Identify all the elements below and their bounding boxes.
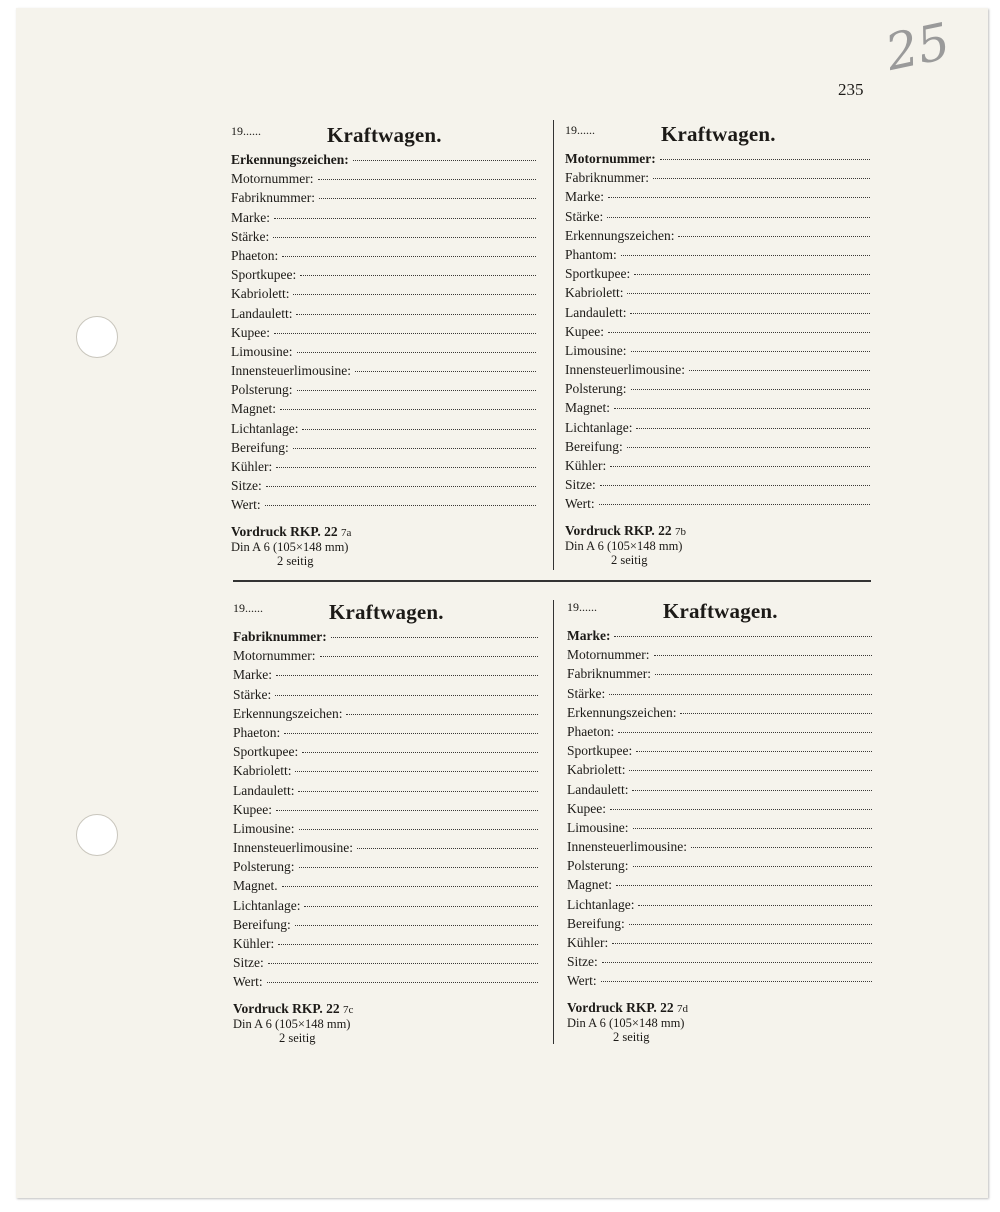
din-format: Din A 6 (105×148 mm): [233, 1016, 351, 1031]
form-number: Vordruck RKP. 22: [233, 1000, 340, 1016]
field-fill-line[interactable]: [634, 274, 870, 275]
punch-hole-top: [76, 316, 118, 358]
field-row-lichtanlage: [231, 421, 536, 440]
field-fill-line[interactable]: [275, 695, 538, 696]
field-row-sportkupee: [567, 743, 872, 762]
field-label: Phaeton:: [231, 247, 279, 263]
field-label: Lichtanlage:: [565, 419, 633, 435]
field-fill-line[interactable]: [282, 256, 536, 257]
field-label: Phantom:: [565, 246, 617, 262]
card-title: Kraftwagen.: [661, 122, 776, 146]
field-fill-line[interactable]: [282, 886, 538, 887]
punch-hole-bottom: [76, 814, 118, 856]
field-fill-line[interactable]: [614, 636, 872, 637]
field-fill-line[interactable]: [299, 829, 539, 830]
field-label: Sportkupee:: [231, 267, 297, 283]
form-number: Vordruck RKP. 22: [567, 999, 674, 1015]
field-fill-line[interactable]: [299, 867, 538, 868]
field-label: Landaulett:: [567, 781, 629, 797]
field-row-kabriolett: [565, 285, 870, 304]
field-label: Polsterung:: [231, 382, 293, 398]
field-row-fabriknummer: [233, 629, 538, 648]
field-fill-line[interactable]: [612, 943, 872, 944]
field-row-polsterung: [233, 859, 538, 878]
field-row-phaeton: [233, 725, 538, 744]
form-number: Vordruck RKP. 22: [565, 522, 672, 538]
field-row-kupee: [567, 801, 872, 820]
field-label: Kabriolett:: [231, 286, 290, 302]
field-fill-line[interactable]: [660, 159, 870, 160]
field-label: Stärke:: [567, 685, 606, 701]
field-fill-line[interactable]: [627, 293, 870, 294]
field-label: Magnet:: [231, 401, 276, 417]
card-year: 19......: [233, 601, 263, 615]
field-row-lichtanlage: [233, 898, 538, 917]
card-footer: [231, 525, 536, 568]
field-label: Fabriknummer:: [233, 629, 327, 644]
field-label: Sportkupee:: [233, 744, 299, 760]
form-reference: [231, 525, 536, 540]
field-label: Limousine:: [565, 342, 627, 358]
field-fill-line[interactable]: [267, 982, 538, 983]
field-label: Kühler:: [231, 459, 273, 474]
field-label: Limousine:: [233, 820, 295, 836]
field-row-magnet: [233, 878, 538, 897]
field-fill-line[interactable]: [302, 429, 536, 430]
field-fill-line[interactable]: [318, 179, 537, 180]
field-fill-line[interactable]: [280, 409, 536, 410]
field-fill-line[interactable]: [627, 447, 870, 448]
field-label: Kupee:: [233, 801, 272, 817]
handwritten-page-number: 25: [880, 12, 955, 82]
field-fill-line[interactable]: [678, 236, 870, 237]
field-label: Erkennungszeichen:: [565, 227, 675, 243]
field-label: Polsterung:: [567, 858, 629, 874]
form-card-7d: [567, 600, 872, 1044]
field-fill-line[interactable]: [631, 351, 871, 352]
field-row-kabriolett: [233, 763, 538, 782]
field-fill-line[interactable]: [276, 467, 536, 468]
field-fill-line[interactable]: [265, 505, 536, 506]
field-row-landaulett: [231, 306, 536, 325]
field-label: Stärke:: [231, 228, 270, 244]
field-label: Kühler:: [565, 458, 607, 473]
field-fill-line[interactable]: [610, 466, 870, 467]
field-label: Landaulett:: [233, 782, 295, 798]
field-label: Sitze:: [231, 478, 262, 494]
field-label: Sitze:: [233, 955, 264, 971]
field-fill-line[interactable]: [680, 713, 872, 714]
field-label: Marke:: [567, 628, 611, 643]
field-fill-line[interactable]: [599, 504, 870, 505]
field-label: Landaulett:: [565, 304, 627, 320]
field-list: [233, 629, 538, 994]
field-label: Kupee:: [231, 324, 270, 340]
sides-note: 2 seitig: [277, 553, 314, 568]
field-row-landaulett: [567, 782, 872, 801]
field-row-sportkupee: [233, 744, 538, 763]
form-reference: [565, 524, 870, 539]
field-fill-line[interactable]: [331, 637, 538, 638]
field-row-wert: [567, 973, 872, 992]
form-card-7c: [233, 601, 538, 1045]
field-row-innensteuerlimousine: [565, 362, 870, 381]
card-title: Kraftwagen.: [329, 600, 444, 624]
card-header: [231, 124, 536, 150]
vertical-divider-top: [553, 120, 554, 570]
field-row-erkennungszeichen: [231, 152, 536, 171]
field-row-magnet: [565, 400, 870, 419]
field-row-kuehler: [567, 935, 872, 954]
field-fill-line[interactable]: [636, 428, 870, 429]
page-number: 235: [838, 80, 864, 99]
field-label: Lichtanlage:: [233, 897, 301, 913]
field-label: Innensteuerlimousine:: [567, 839, 687, 855]
field-fill-line[interactable]: [268, 963, 538, 964]
field-row-innensteuerlimousine: [231, 363, 536, 382]
field-row-staerke: [233, 687, 538, 706]
field-label: Innensteuerlimousine:: [233, 840, 353, 856]
field-label: Bereifung:: [233, 916, 291, 932]
field-fill-line[interactable]: [633, 828, 873, 829]
field-label: Erkennungszeichen:: [567, 704, 677, 720]
field-label: Innensteuerlimousine:: [565, 362, 685, 378]
field-label: Bereifung:: [567, 915, 625, 931]
card-header: [233, 601, 538, 627]
field-fill-line[interactable]: [614, 408, 870, 409]
field-label: Marke:: [565, 189, 604, 205]
field-row-bereifung: [233, 917, 538, 936]
field-row-fabriknummer: [565, 170, 870, 189]
field-row-motornummer: [565, 151, 870, 170]
field-fill-line[interactable]: [618, 732, 872, 733]
field-fill-line[interactable]: [654, 655, 873, 656]
field-row-kupee: [231, 325, 536, 344]
field-row-motornummer: [231, 171, 536, 190]
field-label: Innensteuerlimousine:: [231, 363, 351, 379]
field-fill-line[interactable]: [355, 371, 536, 372]
field-label: Landaulett:: [231, 305, 293, 321]
field-row-sitze: [231, 478, 536, 497]
field-label: Marke:: [231, 209, 270, 225]
field-fill-line[interactable]: [293, 294, 536, 295]
field-fill-line[interactable]: [653, 178, 870, 179]
field-row-fabriknummer: [567, 666, 872, 685]
field-row-wert: [565, 496, 870, 515]
field-row-limousine: [231, 344, 536, 363]
field-row-motornummer: [233, 648, 538, 667]
field-fill-line[interactable]: [602, 962, 872, 963]
field-row-bereifung: [231, 440, 536, 459]
field-fill-line[interactable]: [629, 770, 872, 771]
field-row-staerke: [231, 229, 536, 248]
field-row-innensteuerlimousine: [567, 839, 872, 858]
field-fill-line[interactable]: [266, 486, 536, 487]
field-label: Magnet.: [233, 878, 278, 894]
form-reference: [233, 1002, 538, 1017]
field-fill-line[interactable]: [629, 924, 872, 925]
field-list: [231, 152, 536, 517]
field-row-landaulett: [233, 783, 538, 802]
form-number: Vordruck RKP. 22: [231, 523, 338, 539]
field-row-lichtanlage: [567, 897, 872, 916]
field-label: Magnet:: [565, 400, 610, 416]
field-list: [565, 151, 870, 516]
field-row-lichtanlage: [565, 420, 870, 439]
field-fill-line[interactable]: [609, 694, 872, 695]
field-fill-line[interactable]: [689, 370, 870, 371]
field-fill-line[interactable]: [278, 944, 538, 945]
field-fill-line[interactable]: [357, 848, 538, 849]
field-fill-line[interactable]: [608, 332, 870, 333]
field-row-polsterung: [565, 381, 870, 400]
field-label: Wert:: [233, 974, 263, 990]
field-fill-line[interactable]: [608, 197, 870, 198]
field-label: Stärke:: [233, 686, 272, 702]
field-label: Erkennungszeichen:: [231, 152, 349, 167]
field-label: Kühler:: [567, 935, 609, 950]
field-row-erkennungszeichen: [565, 228, 870, 247]
field-row-fabriknummer: [231, 190, 536, 209]
field-label: Lichtanlage:: [567, 896, 635, 912]
card-title: Kraftwagen.: [663, 599, 778, 623]
field-row-phaeton: [231, 248, 536, 267]
field-label: Wert:: [231, 497, 261, 513]
field-fill-line[interactable]: [607, 217, 870, 218]
field-row-kupee: [565, 324, 870, 343]
field-row-erkennungszeichen: [233, 706, 538, 725]
field-fill-line[interactable]: [300, 275, 536, 276]
field-fill-line[interactable]: [320, 656, 539, 657]
field-row-kuehler: [231, 459, 536, 478]
field-row-magnet: [567, 877, 872, 896]
field-fill-line[interactable]: [276, 675, 538, 676]
field-row-wert: [231, 497, 536, 516]
field-row-landaulett: [565, 305, 870, 324]
field-row-kuehler: [233, 936, 538, 955]
field-label: Motornummer:: [565, 151, 656, 166]
field-row-marke: [565, 189, 870, 208]
horizontal-divider: [233, 580, 871, 582]
field-fill-line[interactable]: [632, 790, 872, 791]
field-label: Sitze:: [565, 477, 596, 493]
field-label: Sportkupee:: [565, 266, 631, 282]
field-fill-line[interactable]: [600, 485, 870, 486]
field-row-kabriolett: [231, 286, 536, 305]
field-fill-line[interactable]: [616, 885, 872, 886]
field-row-limousine: [565, 343, 870, 362]
field-row-innensteuerlimousine: [233, 840, 538, 859]
field-label: Kabriolett:: [565, 285, 624, 301]
field-row-erkennungszeichen: [567, 705, 872, 724]
field-label: Sportkupee:: [567, 743, 633, 759]
field-fill-line[interactable]: [638, 905, 872, 906]
form-reference: [567, 1001, 872, 1016]
card-year: 19......: [231, 124, 261, 138]
field-fill-line[interactable]: [297, 352, 537, 353]
field-fill-line[interactable]: [296, 314, 536, 315]
form-suffix: 7a: [341, 526, 352, 539]
form-suffix: 7c: [343, 1003, 354, 1016]
vertical-divider-bottom: [553, 600, 554, 1044]
form-suffix: 7d: [677, 1002, 689, 1015]
field-label: Kabriolett:: [233, 763, 292, 779]
field-row-kupee: [233, 802, 538, 821]
field-label: Motornummer:: [233, 648, 316, 664]
field-fill-line[interactable]: [610, 809, 872, 810]
field-label: Bereifung:: [565, 438, 623, 454]
field-label: Motornummer:: [567, 647, 650, 663]
field-fill-line[interactable]: [319, 198, 536, 199]
field-label: Fabriknummer:: [565, 170, 649, 186]
field-fill-line[interactable]: [295, 771, 538, 772]
field-row-bereifung: [567, 916, 872, 935]
field-row-marke: [231, 210, 536, 229]
field-label: Marke:: [233, 667, 272, 683]
field-label: Polsterung:: [565, 381, 627, 397]
card-year: 19......: [565, 123, 595, 137]
field-label: Fabriknummer:: [231, 190, 315, 206]
field-fill-line[interactable]: [274, 218, 536, 219]
field-row-marke: [233, 667, 538, 686]
form-card-7b: [565, 123, 870, 567]
field-label: Kupee:: [565, 323, 604, 339]
field-row-kuehler: [565, 458, 870, 477]
field-fill-line[interactable]: [630, 313, 870, 314]
field-row-motornummer: [567, 647, 872, 666]
field-label: Phaeton:: [233, 724, 281, 740]
field-label: Magnet:: [567, 877, 612, 893]
field-row-polsterung: [567, 858, 872, 877]
field-label: Limousine:: [567, 819, 629, 835]
field-fill-line[interactable]: [284, 733, 538, 734]
field-row-wert: [233, 974, 538, 993]
field-label: Kupee:: [567, 800, 606, 816]
form-suffix: 7b: [675, 525, 687, 538]
field-label: Motornummer:: [231, 171, 314, 187]
field-fill-line[interactable]: [276, 810, 538, 811]
field-label: Bereifung:: [231, 439, 289, 455]
field-row-staerke: [565, 209, 870, 228]
field-label: Polsterung:: [233, 859, 295, 875]
field-row-sitze: [565, 477, 870, 496]
field-row-phantom: [565, 247, 870, 266]
field-fill-line[interactable]: [601, 981, 872, 982]
field-fill-line[interactable]: [293, 448, 536, 449]
field-label: Wert:: [567, 973, 597, 989]
form-card-7a: [231, 124, 536, 568]
field-label: Erkennungszeichen:: [233, 705, 343, 721]
din-format: Din A 6 (105×148 mm): [565, 538, 683, 553]
field-fill-line[interactable]: [691, 847, 872, 848]
card-title: Kraftwagen.: [327, 123, 442, 147]
sides-note: 2 seitig: [611, 552, 648, 567]
field-fill-line[interactable]: [298, 791, 538, 792]
field-label: Kühler:: [233, 936, 275, 951]
field-row-bereifung: [565, 439, 870, 458]
sides-note: 2 seitig: [613, 1029, 650, 1044]
field-fill-line[interactable]: [621, 255, 870, 256]
field-list: [567, 628, 872, 993]
field-fill-line[interactable]: [274, 333, 536, 334]
field-fill-line[interactable]: [633, 866, 872, 867]
field-row-limousine: [233, 821, 538, 840]
field-row-sportkupee: [565, 266, 870, 285]
card-header: [565, 123, 870, 149]
field-row-phaeton: [567, 724, 872, 743]
field-fill-line[interactable]: [295, 925, 538, 926]
field-label: Fabriknummer:: [567, 666, 651, 682]
card-footer: [233, 1002, 538, 1045]
field-row-kabriolett: [567, 762, 872, 781]
field-fill-line[interactable]: [636, 751, 872, 752]
sides-note: 2 seitig: [279, 1030, 316, 1045]
card-footer: [565, 524, 870, 567]
field-fill-line[interactable]: [297, 390, 536, 391]
field-fill-line[interactable]: [302, 752, 538, 753]
field-fill-line[interactable]: [346, 714, 538, 715]
card-header: [567, 600, 872, 626]
field-label: Kabriolett:: [567, 762, 626, 778]
field-row-marke: [567, 628, 872, 647]
field-fill-line[interactable]: [304, 906, 538, 907]
field-row-staerke: [567, 686, 872, 705]
field-fill-line[interactable]: [273, 237, 536, 238]
field-fill-line[interactable]: [353, 160, 536, 161]
field-fill-line[interactable]: [631, 389, 870, 390]
field-row-sitze: [233, 955, 538, 974]
field-label: Lichtanlage:: [231, 420, 299, 436]
field-fill-line[interactable]: [655, 674, 872, 675]
field-row-limousine: [567, 820, 872, 839]
field-row-sportkupee: [231, 267, 536, 286]
card-year: 19......: [567, 600, 597, 614]
din-format: Din A 6 (105×148 mm): [567, 1015, 685, 1030]
field-label: Wert:: [565, 496, 595, 512]
field-label: Phaeton:: [567, 723, 615, 739]
din-format: Din A 6 (105×148 mm): [231, 539, 349, 554]
field-row-sitze: [567, 954, 872, 973]
field-row-magnet: [231, 401, 536, 420]
field-label: Stärke:: [565, 208, 604, 224]
field-label: Limousine:: [231, 343, 293, 359]
field-label: Sitze:: [567, 954, 598, 970]
field-row-polsterung: [231, 382, 536, 401]
card-footer: [567, 1001, 872, 1044]
